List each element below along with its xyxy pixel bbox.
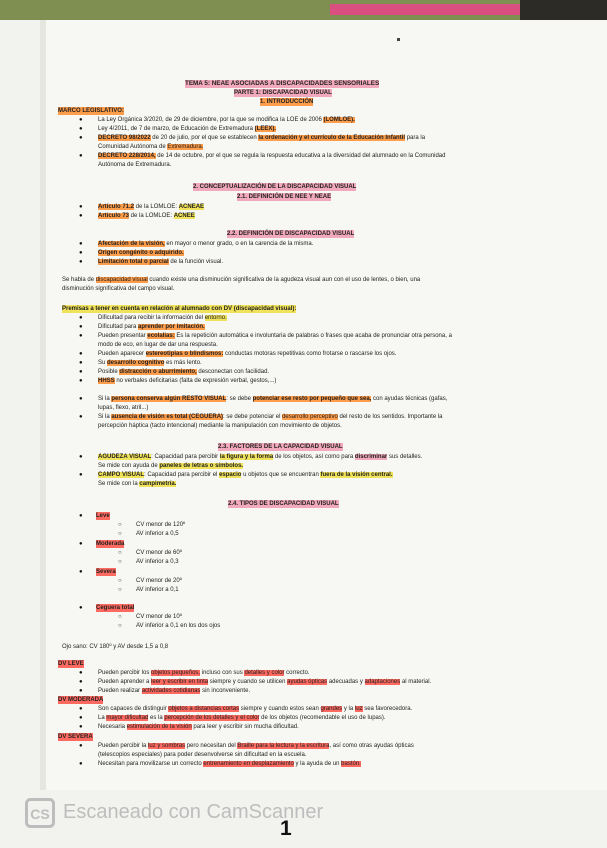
paper-fold	[40, 20, 46, 790]
factor-campo: CAMPO VISUAL: Capacidad para percibir el espacio u objetos que se encuentran fuera de la visión central.	[98, 472, 393, 478]
intro-heading: 1. INTRODUCCIÓN	[260, 99, 314, 105]
marco-line-6: Autónoma de Extremadura.	[98, 162, 172, 168]
dv-leve-2: Pueden aprender a leer y escribir en tinta siempre y cuando se utilicen ayudas ópticas adecuadas y adaptaciones al material.	[98, 679, 432, 685]
bullet: ●	[79, 360, 83, 366]
tipo-severa-av: AV inferior a 0,1	[136, 587, 179, 593]
premisa-9-cont: percepción háptica (tacto intencional) mediante la manipulación con movimiento de objetos.	[98, 423, 342, 429]
factor-agudeza: AGUDEZA VISUAL: Capacidad para percibir la figura y la forma de los objetos, así como para discriminar sus detalles.	[98, 454, 423, 460]
tipo-moderada-av: AV inferior a 0,3	[136, 559, 179, 565]
bullet: ●	[79, 761, 83, 767]
factores-heading: 2.3. FACTORES DE LA CAPACIDAD VISUAL	[218, 444, 343, 450]
marco-line-3: DECRETO 98/2022 de 20 de julio, por el que se establecen la ordenación y el currículo de la Educación Infantil para la	[98, 135, 426, 141]
bullet: ●	[79, 204, 83, 210]
dv-leve-title: DV LEVE	[58, 661, 84, 667]
bullet: ●	[79, 688, 83, 694]
dv-leve-1: Pueden percibir los objetos pequeños, incluso con sus detalles y color correcto.	[98, 670, 310, 676]
bullet: ●	[79, 605, 83, 611]
sub-bullet: ○	[118, 550, 122, 556]
document-title: TEMA 5: NEAE ASOCIADAS A DISCAPACIDADES SENSORIALES	[185, 80, 380, 87]
bullet: ●	[79, 513, 83, 519]
dv-moderada-2: La mayor dificultad es la percepción de los detalles y el color de los objetos (recomendable el uso de lupas).	[98, 715, 386, 721]
concept-sub2: 2.2. DEFINICIÓN DE DISCAPACIDAD VISUAL	[227, 231, 355, 237]
bullet: ●	[79, 679, 83, 685]
tipo-leve-av: AV inferior a 0,5	[136, 531, 179, 537]
sub-bullet: ○	[118, 623, 122, 629]
premisa-1: Dificultad para recibir la información del entorno.	[98, 315, 227, 321]
dv-leve-3: Pueden realizar actividades cotidianas sin inconveniente.	[98, 688, 251, 694]
bullet: ●	[79, 541, 83, 547]
bullet: ●	[79, 743, 83, 749]
bullet: ●	[79, 241, 83, 247]
bullet: ●	[79, 706, 83, 712]
bullet: ●	[79, 569, 83, 575]
bullet: ●	[79, 351, 83, 357]
dv-severa-1-cont: (telescopios especiales) para poder desenvolverse sin dificultad en la escuela.	[98, 752, 307, 758]
premisa-9: Si la ausencia de visión es total (CEGUERA): se debe potenciar el desarrollo perceptivo del resto de los sentidos. Importante la	[98, 414, 443, 420]
premisa-2: Dificultad para aprender por imitación.	[98, 324, 205, 330]
dv-severa-2: Necesitan para movilizarse un correcto entrenamiento en desplazamiento y la ayuda de un bastón.	[98, 761, 361, 767]
tipo-severa-cv: CV menor de 20º	[136, 578, 182, 584]
svg-text:CS: CS	[30, 806, 50, 822]
premisa-5: Su desarrollo cognitivo es más lento.	[98, 360, 202, 366]
marco-line-1: La Ley Orgánica 3/2020, de 29 de diciembre, por la que se modifica la LOE de 2006 (LOMLOE).	[98, 117, 355, 123]
premisa-8-cont: lupas, flexo, atril...)	[98, 405, 149, 411]
article-73: Artículo 73 de la LOMLOE: ACNEE	[98, 213, 195, 219]
definition-3: Limitación total o parcial de la función visual.	[98, 259, 224, 265]
marco-title: MARCO LEGISLATIVO:	[58, 108, 124, 114]
sub-bullet: ○	[118, 578, 122, 584]
dv-moderada-3: Necesaria estimulación de la visión para leer y escribir sin mucha dificultad.	[98, 724, 299, 730]
dv-moderada-1: Son capaces de distinguir objetos a distancias cortas siempre y cuando estos sean grandes y la luz sea favorecedora.	[98, 706, 413, 712]
bullet: ●	[79, 126, 83, 132]
bullet: ●	[79, 135, 83, 141]
bullet: ●	[79, 259, 83, 265]
factor-agudeza-cont: Se mide con ayuda de paneles de letras o símbolos.	[98, 463, 244, 469]
bullet: ●	[79, 715, 83, 721]
tipo-severa: Severa	[96, 569, 116, 575]
tipo-moderada: Moderada	[96, 541, 125, 547]
tipo-ceguera-cv: CV menor de 10º	[136, 614, 182, 620]
definition-1: Afectación de la visión, en mayor o menor grado, o en la carencia de la misma.	[98, 241, 314, 247]
dv-severa-title: DV SEVERA	[58, 734, 93, 740]
dv-severa-1: Pueden percibir la luz y sombras pero necesitan del Braille para la lectura y la escritura, así como otras ayudas ópticas	[98, 743, 414, 749]
bullet: ●	[79, 396, 83, 402]
pen-mark	[397, 38, 400, 41]
bullet: ●	[79, 250, 83, 256]
article-71: Artículo 71.2 de la LOMLOE: ACNEAE	[98, 204, 205, 210]
paragraph-line-1: Se habla de discapacidad visual cuando existe una disminución significativa de la agudeza visual aun con el uso de lentes, o bien, una	[62, 277, 421, 283]
tipo-moderada-cv: CV menor de 60º	[136, 550, 182, 556]
marco-line-2: Ley 4/2011, de 7 de marzo, de Educación de Extremadura (LEEX).	[98, 126, 276, 132]
definition-2: Origen congénito o adquirido.	[98, 250, 184, 256]
sub-bullet: ○	[118, 587, 122, 593]
pink-object	[330, 4, 520, 15]
sub-bullet: ○	[118, 559, 122, 565]
premisa-4: Pueden aparecer estereotipias o blindismos: conductas motoras repetitivas como frotarse o rascarse los ojos.	[98, 351, 397, 357]
tipo-ceguera: Ceguera total	[96, 605, 135, 611]
tipo-leve: Leve	[96, 513, 110, 519]
sub-bullet: ○	[118, 614, 122, 620]
tipos-heading: 2.4. TIPOS DE DISCAPACIDAD VISUAL	[228, 501, 339, 507]
bullet: ●	[79, 315, 83, 321]
bullet: ●	[79, 213, 83, 219]
watermark-text: Escaneado con CamScanner	[63, 801, 324, 823]
part-title: PARTE 1: DISCAPACIDAD VISUAL	[234, 90, 332, 96]
premisa-8: Si la persona conserva algún RESTO VISUAL: se debe potenciar ese resto por pequeño que sea, con ayudas técnicas (gafas,	[98, 396, 448, 402]
ojo-sano: Ojo sano: CV 180º y AV desde 1,5 a 0,8	[62, 644, 169, 650]
premisa-3-cont: modo de eco, en lugar de dar una respuesta.	[98, 342, 218, 348]
premisa-6: Posible distracción o aburrimiento, desconectan con facilidad.	[98, 369, 270, 375]
premisas-title: Premisas a tener en cuenta en relación al alumnado con DV (discapacidad visual):	[62, 306, 297, 312]
bullet: ●	[79, 324, 83, 330]
premisa-3: Pueden presentar ecolalias: Es la repetición automática e involuntaria de palabras o frases que acaba de pronunciar otra persona, a	[98, 333, 452, 339]
dv-moderada-title: DV MODERADA	[58, 697, 104, 703]
bullet: ●	[79, 153, 83, 159]
bullet: ●	[79, 472, 83, 478]
marco-line-5: DECRETO 228/2014, de 14 de octubre, por el que se regula la respuesta educativa a la diversidad del alumnado en la Comunidad	[98, 153, 446, 159]
sub-bullet: ○	[118, 522, 122, 528]
page-number: 1	[280, 817, 292, 840]
paragraph-line-2: disminución significativa del campo visual.	[62, 286, 175, 292]
bullet: ●	[79, 724, 83, 730]
tipo-ceguera-av: AV inferior a 0,1 en los dos ojos	[136, 623, 221, 629]
bullet: ●	[79, 414, 83, 420]
bullet: ●	[79, 378, 83, 384]
sub-bullet: ○	[118, 531, 122, 537]
bullet: ●	[79, 117, 83, 123]
premisa-7: HHSS no verbales deficitarias (falta de expresión verbal, gestos,...)	[98, 378, 277, 384]
factor-campo-cont: Se mide con la campimetría.	[98, 481, 177, 487]
concept-sub1: 2.1. DEFINICIÓN DE NEE Y NEAE	[237, 194, 332, 200]
marco-line-4: Comunidad Autónoma de Extremadura.	[98, 144, 204, 150]
camscanner-logo-icon	[25, 798, 55, 828]
tipo-leve-cv: CV menor de 120º	[136, 522, 186, 528]
dark-object	[520, 0, 607, 20]
bullet: ●	[79, 369, 83, 375]
bullet: ●	[79, 670, 83, 676]
background-strip	[0, 0, 607, 20]
concept-heading: 2. CONCEPTUALIZACIÓN DE LA DISCAPACIDAD VISUAL	[193, 184, 357, 190]
bullet: ●	[79, 333, 83, 339]
bullet: ●	[79, 454, 83, 460]
